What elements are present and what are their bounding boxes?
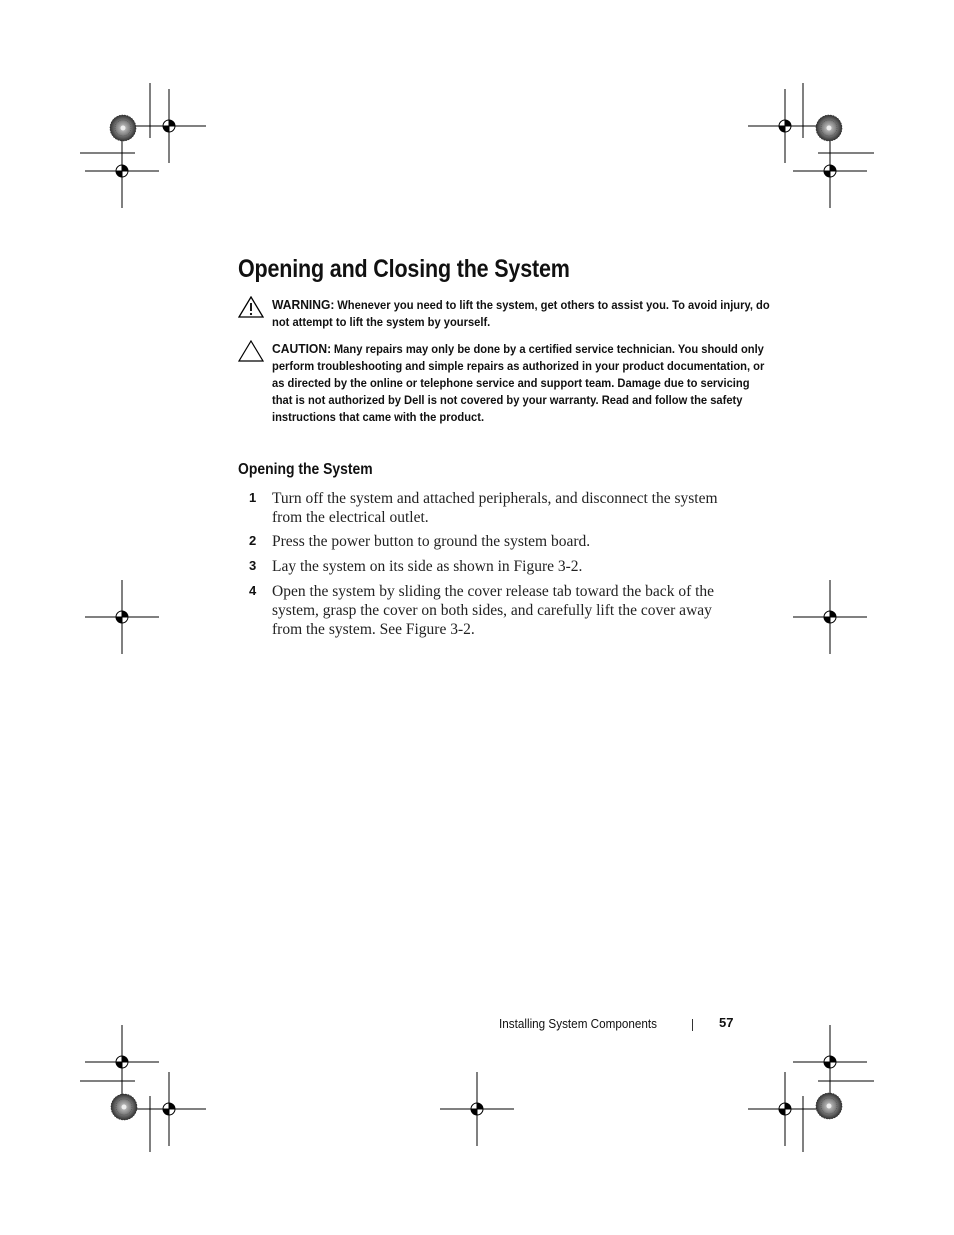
- step-text: Press the power button to ground the system board.: [272, 533, 591, 550]
- step-number: 2: [249, 533, 257, 548]
- caution-label: CAUTION:: [272, 341, 332, 356]
- footer-chapter: Installing System Components: [499, 1016, 658, 1031]
- page-title: Opening and Closing the System: [238, 255, 570, 283]
- step-number: 4: [249, 583, 257, 598]
- warning-triangle-icon: [238, 296, 264, 318]
- caution-text: Many repairs may only be done by a certified service technician. You should only perform troubleshooting and simple repairs as authorized in your product documentation, or as directed by the online or telephone service and support team. Damage due to servicing that is not authorized by Dell is not covered by your warranty. Read and follow the safety instructions that came with the product.: [272, 342, 765, 424]
- page-number: 57: [719, 1015, 734, 1030]
- step-text: Open the system by sliding the cover release tab toward the back of the system, grasp the cover on both sides, and carefully lift the cover away from the system. See Figure 3-2.: [272, 583, 715, 638]
- caution-triangle-icon: [238, 340, 264, 362]
- step-text: Turn off the system and attached peripherals, and disconnect the system from the electrical outlet.: [272, 490, 718, 526]
- footer-divider: [692, 1019, 693, 1031]
- step-number: 1: [249, 490, 257, 505]
- step-text: Lay the system on its side as shown in Figure 3-2.: [272, 558, 583, 575]
- warning-text: Whenever you need to lift the system, get others to assist you. To avoid injury, do not attempt to lift the system by yourself.: [272, 298, 770, 329]
- section-title: Opening the System: [238, 461, 373, 478]
- warning-label: WARNING:: [272, 297, 335, 312]
- step-number: 3: [249, 558, 257, 573]
